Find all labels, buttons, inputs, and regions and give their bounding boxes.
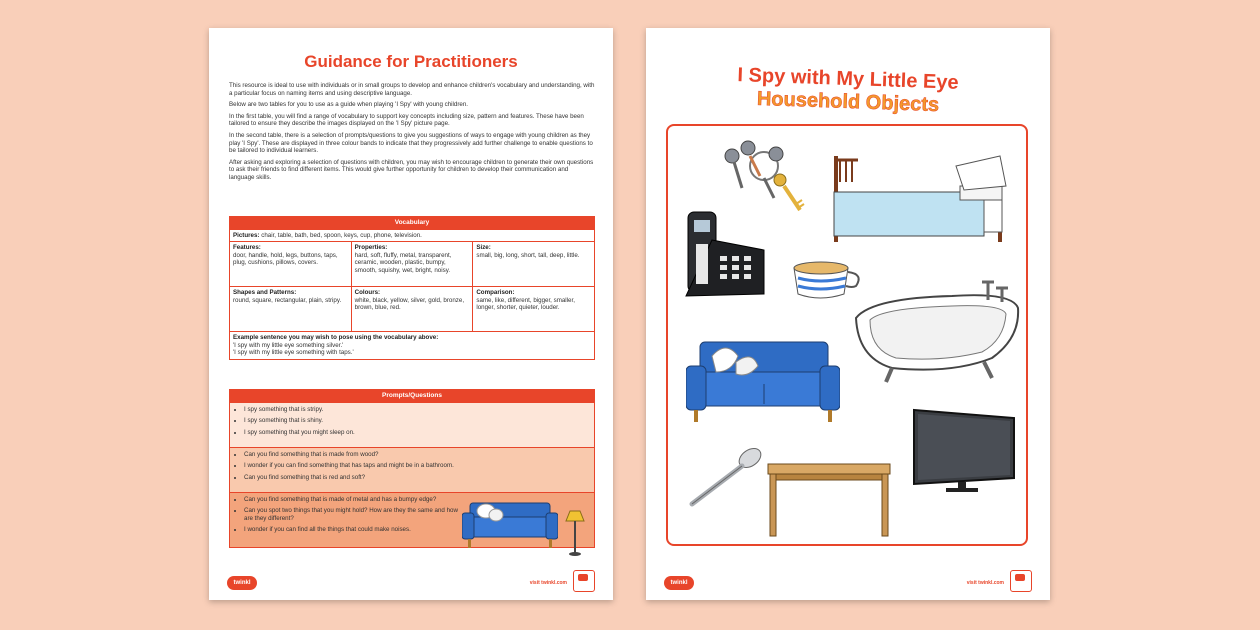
prompt-item: • Can you spot two things that you might hold? How are they the same and how are they different?	[244, 507, 464, 522]
twinkl-badge-icon	[1010, 570, 1032, 592]
television-icon	[910, 408, 1018, 494]
pictures-row	[230, 229, 594, 241]
twinkl-logo: twinkl	[227, 576, 257, 590]
table-icon	[766, 462, 892, 538]
vocabulary-header: Vocabulary	[230, 217, 594, 229]
shapes-value: round, square, rectangular, plain, stripy.	[233, 296, 342, 304]
guidance-page	[209, 28, 613, 600]
intro-paragraph: This resource is ideal to use with individuals or in small groups to develop and enhance children's vocabulary and understanding, with a particular focus on naming items and using descriptive language.	[229, 82, 595, 97]
comparison-value: same, like, different, bigger, smaller, longer, shorter, quieter, louder.	[476, 296, 575, 312]
bath-icon	[852, 278, 1022, 384]
page-title: I Spy with My Little Eye	[737, 64, 959, 94]
sofa-icon	[686, 338, 840, 424]
picture-frame	[666, 124, 1028, 546]
intro-paragraph: In the second table, there is a selection of prompts/questions to give you suggestions of ways to engage with young children as they play 'I Spy'. These are displayed in three colour bands to indicate that they progressively add further challenge to enable questions to be tailored to individual learners.	[229, 131, 593, 155]
pictures-label: Pictures:	[233, 232, 260, 239]
prompt-item: • Can you find something that is made from wood?	[244, 451, 588, 458]
example-row	[230, 331, 594, 358]
pictures-value: chair, table, bath, bed, spoon, keys, cup, phone, television.	[261, 232, 422, 239]
intro-paragraph: After asking and exploring a selection of questions with children, you may wish to encourage children to generate their own questions to ask their friends to find different items. This would give further opportunity for children to develop their communication and language skills.	[229, 158, 594, 181]
shapes-label: Shapes and Patterns:	[233, 289, 297, 297]
colours-label: Colours:	[354, 289, 381, 297]
comparison-cell	[472, 287, 594, 331]
prompt-item: • Can you find something that is made of metal and has a bumpy edge?	[244, 496, 464, 503]
comparison-label: Comparison:	[476, 289, 515, 297]
spoon-icon	[686, 444, 766, 510]
size-value: small, big, long, short, tall, deep, little.	[476, 251, 580, 259]
i-spy-picture-page	[646, 28, 1050, 600]
vocabulary-table	[229, 216, 595, 360]
features-label: Features:	[233, 244, 261, 252]
intro-text	[229, 82, 595, 186]
prompt-item: • I wonder if you can find all the things that could make noises.	[244, 526, 464, 533]
intro-paragraph: In the first table, you will find a range of vocabulary to support key concepts including size, pattern and features. These have been tailored to ensure they describe the images displayed on the 'I Spy' picture page.	[229, 112, 584, 128]
properties-value: hard, soft, fluffy, metal, transparent, ceramic, wooden, plastic, bumpy, smooth, squishy, wet, bright, noisy.	[354, 251, 452, 274]
properties-cell	[351, 242, 473, 286]
prompt-band-medium	[230, 447, 594, 492]
keys-icon	[720, 140, 810, 216]
colours-cell	[351, 287, 473, 331]
prompts-table	[229, 389, 595, 548]
properties-label: Properties:	[354, 244, 388, 252]
example-label: Example sentence you may wish to pose using the vocabulary above:	[233, 334, 439, 342]
vocab-row	[230, 241, 594, 286]
prompt-item: • I spy something that is shiny.	[244, 417, 588, 424]
features-value: door, handle, hold, legs, buttons, taps, plug, cushions, pillows, covers.	[233, 251, 338, 267]
example-sentence: 'I spy with my little eye something silver.'	[233, 341, 344, 349]
example-sentence: 'I spy with my little eye something with taps.'	[233, 349, 354, 357]
intro-paragraph: Below are two tables for you to use as a guide when playing 'I Spy' with young children.	[229, 101, 469, 109]
prompts-header: Prompts/Questions	[230, 390, 594, 402]
size-label: Size:	[476, 244, 491, 252]
vocab-row	[230, 286, 594, 331]
twinkl-logo: twinkl	[664, 576, 694, 590]
prompt-item: • Can you find something that is red and soft?	[244, 474, 588, 481]
bed-icon	[830, 146, 1012, 246]
prompt-item: • I spy something that is stripy.	[244, 406, 588, 413]
prompt-item: • I spy something that you might sleep on.	[244, 429, 588, 436]
shapes-cell	[230, 287, 351, 331]
features-cell	[230, 242, 351, 286]
footer-url: visit twinkl.com	[966, 580, 1004, 586]
prompt-item: • I wonder if you can find something that has taps and might be in a bathroom.	[244, 462, 588, 469]
sofa-illustration	[462, 497, 558, 549]
page-subtitle: Household Objects	[756, 87, 940, 117]
size-cell	[472, 242, 594, 286]
prompt-band-hard	[230, 492, 594, 547]
colours-value: white, black, yellow, silver, gold, bronze, brown, blue, red.	[354, 296, 465, 312]
twinkl-badge-icon	[573, 570, 595, 592]
page-title: Guidance for Practitioners	[304, 52, 518, 71]
lamp-illustration	[564, 507, 586, 557]
footer-url: visit twinkl.com	[529, 580, 567, 586]
prompt-band-easy	[230, 402, 594, 447]
phone-icon	[682, 208, 768, 300]
